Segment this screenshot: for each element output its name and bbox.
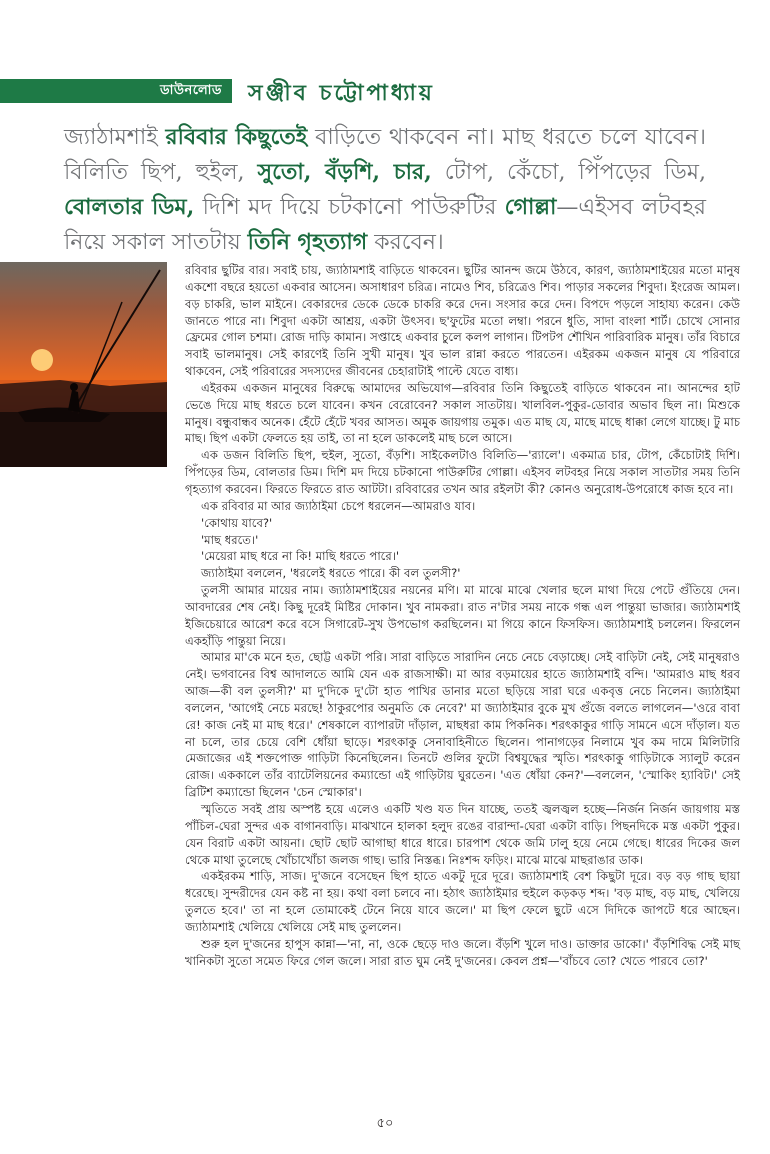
intro-text: দিশি মদ দিয়ে চটকানো পাউরুটির <box>194 195 505 220</box>
sunset-fishing-illustration <box>0 262 167 467</box>
sunset-fishing-photo <box>0 262 167 467</box>
body-paragraph: স্মৃতিতে সবই প্রায় অস্পষ্ট হয়ে এলেও একটি খণ্ড যত দিন যাচ্ছে, ততই জ্বলজ্বল হচ্ছে—নির্জন নির্জন জায়গায় মস্ত পাঁচিল-ঘেরা সুন্দর এক বাগানবাড়ি। মাঝখানে হালকা হলুদ রঙের বারান্দা-ঘেরা একটা বাড়ি। পিছনদিকে মস্ত একটা পুকুর। যেন বিরাট একটা আয়না। ছোট ছোট আগাছা ধারে ধারে। চারপাশ থেকে জমি ঢালু হয়ে নেমে গেছে। ধারের দিকের জল থেকে মাথা তুলেছে খোঁচাখোঁচা জলজ গাছ। ভারি নিস্তব্ধ। নিঃশব্দ ফড়িং। মাঝে মাঝে মাছরাঙার ডাক। <box>185 802 740 867</box>
body-paragraph: এক ডজন বিলিতি ছিপ, হুইল, সুতো, বঁড়শি। সাইকেলটাও বিলিতি—'র‍্যালে'। একমাত্র চার, টোপ, কেঁচোটাই দিশি। পিঁপড়ের ডিম, বোলতার ডিম। দিশি মদ দিয়ে চটকানো পাউরুটির গোল্লা। এইসব লটবহর নিয়ে সকাল সাতটার সময় তিনি গৃহত্যাগ করবেন। ফিরতে ফিরতে রাত আটটা। রবিবারের তখন আর রইলটা কী? কোনও অনুরোধ-উপরোধে কাজ হবে না। <box>185 448 740 496</box>
intro-text: বাড়িতে থাকবেন না। মাছ ধরতে চলে যাবেন। বিলিতি ছিপ, হুইল, <box>64 125 706 185</box>
body-paragraph: 'কোথায় যাবে?' <box>201 515 273 530</box>
intro-text: টোপ, কেঁচো, পিঁপড়ের ডিম, <box>431 160 706 185</box>
section-header-bar <box>0 79 232 103</box>
body-paragraph: এইরকম একজন মানুষের বিরুদ্ধে আমাদের অভিযোগ—রবিবার তিনি কিছুতেই বাড়িতে থাকবেন না। আনন্দের হাট ভেঙে দিয়ে মাছ ধরতে চলে যাবেন। কখন বেরোবেন? সকাল সাতটায়। খালবিল-পুকুর-ডোবার অভাব ছিল না। মিশুকে মানুষ। বন্ধুবান্ধব অনেক। হেঁটে হেঁটে খবর আসত। অমুক জায়গায় তমুক। এত মাছ যে, মাছে মাছে ধাক্কা লেগে যাচ্ছে। টু মাচ মাছ। ছিপ একটা ফেলতে হয় তাই, তা না হলে ডাকলেই মাছ চলে আসে। <box>185 380 740 446</box>
intro-paragraph <box>64 120 706 260</box>
body-paragraph: রবিবার ছুটির বার। সবাই চায়, জ্যাঠামশাই বাড়িতে থাকবেন। ছুটির আনন্দ জমে উঠবে, কারণ, জ্যাঠামশাইয়ের মতো মানুষ একশো বছরে হয়তো একবার আসেন। অসাধারণ চরিত্র। নামেও শিব, চরিত্রেও শিব। পাড়ার সকলের শিবুদা। ইংরেজ আমল। বড় চাকরি, ভাল মাইনে। বেকারদের ডেকে ডেকে চাকরি করে দেন। সংসার করে দেন। বিপদে পড়লে সাহায্য করেন। কেউ জানতে পারে না। শিবুদা একটা আশ্রয়, একটা উৎসব। ছ'ফুটের মতো লম্বা। পরনে ধুতি, সাদা বাংলা শার্ট। চোখে সোনার ফ্রেমের গোল চশমা। রোজ দাড়ি কামান। সপ্তাহে একবার চুলে কলপ লাগান। টিপটপ শৌখিন পারিবারিক মানুষ। তাঁর বিচারে সবাই ভালমানুষ। সেই কারণেই তিনি সুখী মানুষ। খুব ভাল রান্না করতে পারতেন। এইরকম একজন মানুষ যে পরিবারে থাকবেন, সেই পরিবারের সদস্যদের জীবনের চেহারাটাই পাল্টে যেতে বাধ্য। <box>185 263 740 379</box>
body-paragraph: তুলসী আমার মায়ের নাম। জ্যাঠামশাইয়ের নয়নের মণি। মা মাঝে মাঝে খেলার ছলে মাথা দিয়ে পেটে গুঁতিয়ে দেন। আবদারের শেষ নেই। কিছু দূরেই মিষ্টির দোকান। খুব নামকরা। রাত ন'টার সময় নাকে গন্ধ এল পান্তুয়া ভাজার। জ্যাঠামশাই ইজিচেয়ারে আরেশ করে বসে সিগারেট-সুখ উপভোগ করছিলেন। মা গিয়ে কানে ফিসফিস। জ্যাঠামশাই চললেন। ফিরলেন একহাঁড়ি পান্তুয়া নিয়ে। <box>185 583 740 648</box>
author-name: সঞ্জীব চট্টোপাধ্যায় <box>248 81 435 106</box>
intro-highlight: সুতো, বঁড়শি, চার, <box>257 159 432 185</box>
intro-text: —এইসব লটবহর নিয়ে সকাল সাতটায় <box>64 195 707 255</box>
intro-text: করবেন। <box>367 230 444 255</box>
intro-highlight: গোল্লা <box>504 194 557 220</box>
body-paragraph: একইরকম শাড়ি, সাজ। দু'জনে বসেছেন ছিপ হাতে একটু দূরে দূরে। জ্যাঠামশাই বেশ কিছুটা দূরে। বড় বড় গাছ ছায়া ধরেছে। সুন্দরীদের যেন কষ্ট না হয়। কথা বলা চলবে না। হঠাৎ জ্যাঠাইমার হুইলে কড়কড় শব্দ। 'বড় মাছ, বড় মাছ, খেলিয়ে তুলতে হবে।' তা না হলে তোমাকেই টেনে নিয়ে যাবে জলে।' মা ছিপ ফেলে ছুটে এসে দিদিকে জাপটে ধরে আছেন। জ্যাঠামশাই খেলিয়ে খেলিয়ে সেই মাছ তুললেন। <box>185 869 740 934</box>
body-paragraph: এক রবিবার মা আর জ্যাঠাইমা চেপে ধরলেন—আমরাও যাব। <box>201 498 476 513</box>
page-number: ৫০ <box>376 1116 394 1131</box>
article-body <box>185 262 740 969</box>
body-paragraph: আমার মা'কে মনে হত, ছোট্ট একটা পরি। সারা বাড়িতে সারাদিন নেচে নেচে বেড়াচ্ছে। সেই বাড়িটা নেই, সেই মানুষরাও নেই। ভগবানের বিশ্ব আদালতে আমি যেন এক রাজসাক্ষী। মা আর বড়মায়ের হাতে জ্যাঠামশাই বন্দি। 'আমরাও মাছ ধরব আজ—কী বল তুলসী?' মা দু'দিকে দু'টো হাত পাখির ডানার মতো ছড়িয়ে সারা ঘরে একবৃত্ত নেচে নিলেন। জ্যাঠাইমা বললেন, 'আগেই নেচে মরছে! ঠাকুরপোর অনুমতি কে নেবে?' মা জ্যাঠাইমার বুকে মুখ গুঁজে বলতে লাগলেন—'ওরে বাবা রে! কাজ নেই মা মাছ ধরে।' শেষকালে ব্যাপারটা দাঁড়াল, মাছধরা কাম পিকনিক। শরৎকাকুর গাড়ি সামনে এসে দাঁড়াল। যত না চলে, তার চেয়ে বেশি ধোঁয়া ছাড়ে। শরৎকাকু সেনাবাহিনীতে ছিলেন। পানাগড়ের নিলামে খুব কম দামে মিলিটারি মেজাজের এই শক্তপোক্ত গাড়িটা কিনেছিলেন। তিনটে গুলির ফুটো বিশ্বযুদ্ধের স্মৃতি। শরৎকাকু গাড়িটাকে স্যালুট করেন রোজ। এককালে তাঁর ব্যাটেলিয়নের কম্যান্ডো এই গাড়িটায় ঘুরতেন। 'এত ধোঁয়া কেন?'—বললেন, 'স্মোকিং হ্যাবিট।' সেই ব্রিটিশ কম্যান্ডো ছিলেন 'চেন স্মোকার'। <box>185 650 740 800</box>
intro-highlight: বোলতার ডিম, <box>64 194 195 220</box>
intro-text: জ্যাঠামশাই <box>64 125 166 150</box>
body-paragraph: 'মাছ ধরতে।' <box>201 532 259 547</box>
intro-highlight: রবিবার কিছুতেই <box>165 124 308 150</box>
intro-highlight: তিনি গৃহত্যাগ <box>247 229 368 255</box>
section-label: ডাউনলোড <box>160 83 222 98</box>
body-paragraph: শুরু হল দু'জনের হাপুস কান্না—'না, না, ওকে ছেড়ে দাও জলে। বঁড়শি খুলে দাও। ডাক্তার ডাকো।' বঁড়শিবিদ্ধ সেই মাছ খানিকটা সুতো সমেত ফিরে গেল জলে। সারা রাত ঘুম নেই দু'জনের। কেবল প্রশ্ন—'বাঁচবে তো? খেতে পারবে তো?' <box>185 936 740 968</box>
body-paragraph: জ্যাঠাইমা বললেন, 'ধরলেই ধরতে পারে। কী বল তুলসী?' <box>201 566 461 581</box>
body-paragraph: 'মেয়েরা মাছ ধরে না কি! মাছি ধরতে পারে।' <box>201 549 400 564</box>
